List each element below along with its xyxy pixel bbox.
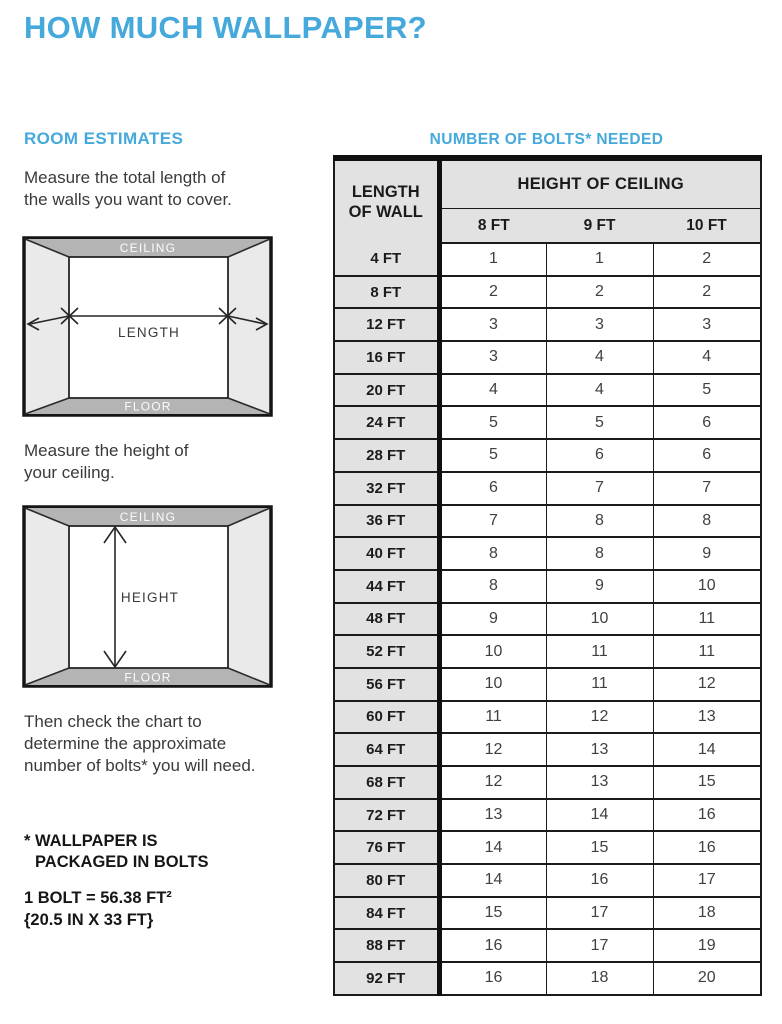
header-line: LENGTH bbox=[351, 183, 420, 201]
measure-height-text bbox=[24, 440, 188, 484]
wall-length-cell: 72 FT bbox=[334, 799, 439, 832]
bolt-count-cell: 11 bbox=[546, 668, 653, 701]
bolt-count-cell: 16 bbox=[439, 929, 546, 962]
wall-length-cell: 60 FT bbox=[334, 701, 439, 734]
wall-length-cell: 92 FT bbox=[334, 962, 439, 995]
room-length-diagram bbox=[22, 236, 273, 417]
height-of-ceiling-header: HEIGHT OF CEILING bbox=[439, 158, 761, 209]
table-row bbox=[334, 243, 761, 276]
table-row bbox=[334, 701, 761, 734]
bolt-count-cell: 4 bbox=[546, 341, 653, 374]
bolt-count-cell: 15 bbox=[439, 897, 546, 930]
wall-length-cell: 32 FT bbox=[334, 472, 439, 505]
wall-length-cell: 76 FT bbox=[334, 831, 439, 864]
wall-length-cell: 68 FT bbox=[334, 766, 439, 799]
table-row bbox=[334, 439, 761, 472]
bolt-count-cell: 8 bbox=[439, 570, 546, 603]
bolt-count-cell: 11 bbox=[653, 603, 761, 636]
table-row bbox=[334, 897, 761, 930]
column-header-10ft: 10 FT bbox=[653, 209, 761, 244]
bolt-count-cell: 14 bbox=[546, 799, 653, 832]
bolt-count-cell: 13 bbox=[546, 766, 653, 799]
bolt-count-cell: 17 bbox=[546, 897, 653, 930]
header-line: OF WALL bbox=[348, 203, 423, 221]
wall-length-cell: 4 FT bbox=[334, 243, 439, 276]
table-row bbox=[334, 766, 761, 799]
bolt-count-cell: 13 bbox=[653, 701, 761, 734]
table-row bbox=[334, 341, 761, 374]
bolt-count-cell: 3 bbox=[439, 308, 546, 341]
bolt-count-cell: 2 bbox=[546, 276, 653, 309]
table-row bbox=[334, 864, 761, 897]
floor-label: FLOOR bbox=[124, 399, 172, 414]
table-row bbox=[334, 831, 761, 864]
table-row bbox=[334, 276, 761, 309]
bolt-count-cell: 12 bbox=[439, 766, 546, 799]
bolt-count-cell: 5 bbox=[439, 439, 546, 472]
bolt-count-cell: 14 bbox=[439, 864, 546, 897]
bolt-count-cell: 18 bbox=[653, 897, 761, 930]
bolt-count-cell: 6 bbox=[546, 439, 653, 472]
bolt-count-cell: 3 bbox=[546, 308, 653, 341]
bolt-count-cell: 7 bbox=[439, 505, 546, 538]
wall-length-cell: 8 FT bbox=[334, 276, 439, 309]
bolt-count-cell: 10 bbox=[653, 570, 761, 603]
text-line: number of bolts* you will need. bbox=[24, 756, 256, 775]
bolt-info-line: 1 BOLT = 56.38 FT² bbox=[24, 889, 172, 907]
bolt-count-cell: 11 bbox=[439, 701, 546, 734]
bolt-count-cell: 3 bbox=[439, 341, 546, 374]
text-line: your ceiling. bbox=[24, 463, 115, 482]
text-line: Measure the height of bbox=[24, 441, 189, 460]
wall-length-cell: 84 FT bbox=[334, 897, 439, 930]
height-label: HEIGHT bbox=[120, 590, 180, 605]
wall-length-cell: 80 FT bbox=[334, 864, 439, 897]
bolt-count-cell: 7 bbox=[653, 472, 761, 505]
bolt-count-cell: 17 bbox=[546, 929, 653, 962]
bolt-count-cell: 8 bbox=[546, 537, 653, 570]
wall-length-cell: 24 FT bbox=[334, 406, 439, 439]
bolt-size-info bbox=[24, 887, 172, 931]
bolt-count-cell: 2 bbox=[653, 276, 761, 309]
bolt-count-cell: 12 bbox=[439, 733, 546, 766]
bolt-count-cell: 14 bbox=[439, 831, 546, 864]
bolt-count-cell: 16 bbox=[653, 799, 761, 832]
bolt-count-cell: 10 bbox=[546, 603, 653, 636]
ceiling-label: CEILING bbox=[119, 241, 177, 255]
room-height-diagram bbox=[22, 505, 273, 688]
page-title: HOW MUCH WALLPAPER? bbox=[24, 10, 427, 45]
footnote-line: PACKAGED IN BOLTS bbox=[35, 853, 209, 871]
bolt-count-cell: 5 bbox=[439, 406, 546, 439]
bolt-count-cell: 12 bbox=[653, 668, 761, 701]
bolt-count-cell: 11 bbox=[653, 635, 761, 668]
bolt-count-cell: 15 bbox=[546, 831, 653, 864]
wall-length-cell: 52 FT bbox=[334, 635, 439, 668]
table-row bbox=[334, 929, 761, 962]
bolt-count-cell: 19 bbox=[653, 929, 761, 962]
bolt-count-cell: 2 bbox=[439, 276, 546, 309]
table-row bbox=[334, 472, 761, 505]
table-row bbox=[334, 668, 761, 701]
bolt-count-cell: 9 bbox=[439, 603, 546, 636]
bolt-count-cell: 6 bbox=[653, 406, 761, 439]
wall-length-cell: 64 FT bbox=[334, 733, 439, 766]
bolt-count-cell: 16 bbox=[439, 962, 546, 995]
table-row bbox=[334, 635, 761, 668]
text-line: Measure the total length of bbox=[24, 168, 226, 187]
footnote-line: * WALLPAPER IS bbox=[24, 832, 158, 850]
table-row bbox=[334, 799, 761, 832]
wall-length-cell: 16 FT bbox=[334, 341, 439, 374]
wall-length-cell: 56 FT bbox=[334, 668, 439, 701]
table-row bbox=[334, 570, 761, 603]
bolt-count-cell: 14 bbox=[653, 733, 761, 766]
bolt-count-cell: 20 bbox=[653, 962, 761, 995]
bolt-count-cell: 10 bbox=[439, 635, 546, 668]
bolt-count-cell: 2 bbox=[653, 243, 761, 276]
text-line: Then check the chart to bbox=[24, 712, 202, 731]
table-row bbox=[334, 308, 761, 341]
wall-length-cell: 48 FT bbox=[334, 603, 439, 636]
table-row bbox=[334, 406, 761, 439]
room-estimates-heading: ROOM ESTIMATES bbox=[24, 129, 184, 148]
bolt-count-cell: 18 bbox=[546, 962, 653, 995]
wall-length-cell: 44 FT bbox=[334, 570, 439, 603]
bolts-footnote bbox=[24, 831, 209, 873]
table-row bbox=[334, 603, 761, 636]
bolt-count-cell: 13 bbox=[439, 799, 546, 832]
bolt-count-cell: 9 bbox=[546, 570, 653, 603]
bolt-count-cell: 8 bbox=[439, 537, 546, 570]
ceiling-label: CEILING bbox=[119, 510, 177, 524]
bolt-count-cell: 6 bbox=[439, 472, 546, 505]
bolt-count-cell: 16 bbox=[546, 864, 653, 897]
text-line: the walls you want to cover. bbox=[24, 190, 232, 209]
bolts-needed-heading: NUMBER OF BOLTS* NEEDED bbox=[429, 131, 664, 148]
bolt-count-cell: 13 bbox=[546, 733, 653, 766]
bolt-count-cell: 3 bbox=[653, 308, 761, 341]
bolt-count-cell: 17 bbox=[653, 864, 761, 897]
column-header-9ft: 9 FT bbox=[546, 209, 653, 244]
table-row bbox=[334, 374, 761, 407]
bolt-count-cell: 4 bbox=[439, 374, 546, 407]
bolt-count-cell: 1 bbox=[546, 243, 653, 276]
bolt-count-cell: 5 bbox=[546, 406, 653, 439]
length-of-wall-header bbox=[334, 158, 439, 243]
length-label: LENGTH bbox=[118, 325, 180, 340]
table-row bbox=[334, 733, 761, 766]
wall-length-cell: 36 FT bbox=[334, 505, 439, 538]
bolt-count-cell: 12 bbox=[546, 701, 653, 734]
table-row bbox=[334, 537, 761, 570]
column-header-8ft: 8 FT bbox=[439, 209, 546, 244]
measure-length-text bbox=[24, 167, 232, 211]
wall-length-cell: 40 FT bbox=[334, 537, 439, 570]
bolt-info-line: {20.5 IN X 33 FT} bbox=[24, 911, 154, 929]
bolt-count-cell: 1 bbox=[439, 243, 546, 276]
bolt-count-cell: 16 bbox=[653, 831, 761, 864]
bolt-count-cell: 15 bbox=[653, 766, 761, 799]
bolt-count-cell: 7 bbox=[546, 472, 653, 505]
bolt-count-cell: 8 bbox=[546, 505, 653, 538]
text-line: determine the approximate bbox=[24, 734, 227, 753]
bolt-count-cell: 6 bbox=[653, 439, 761, 472]
bolt-count-cell: 10 bbox=[439, 668, 546, 701]
wall-length-cell: 20 FT bbox=[334, 374, 439, 407]
bolt-count-cell: 4 bbox=[653, 341, 761, 374]
check-chart-text bbox=[24, 711, 256, 777]
bolt-count-cell: 9 bbox=[653, 537, 761, 570]
bolts-table bbox=[333, 155, 762, 996]
wall-length-cell: 12 FT bbox=[334, 308, 439, 341]
table-row bbox=[334, 505, 761, 538]
bolts-table-body bbox=[334, 243, 761, 995]
bolt-count-cell: 5 bbox=[653, 374, 761, 407]
bolt-count-cell: 11 bbox=[546, 635, 653, 668]
floor-label: FLOOR bbox=[124, 670, 172, 685]
table-row bbox=[334, 962, 761, 995]
bolt-count-cell: 4 bbox=[546, 374, 653, 407]
wall-length-cell: 28 FT bbox=[334, 439, 439, 472]
bolt-count-cell: 8 bbox=[653, 505, 761, 538]
wall-length-cell: 88 FT bbox=[334, 929, 439, 962]
